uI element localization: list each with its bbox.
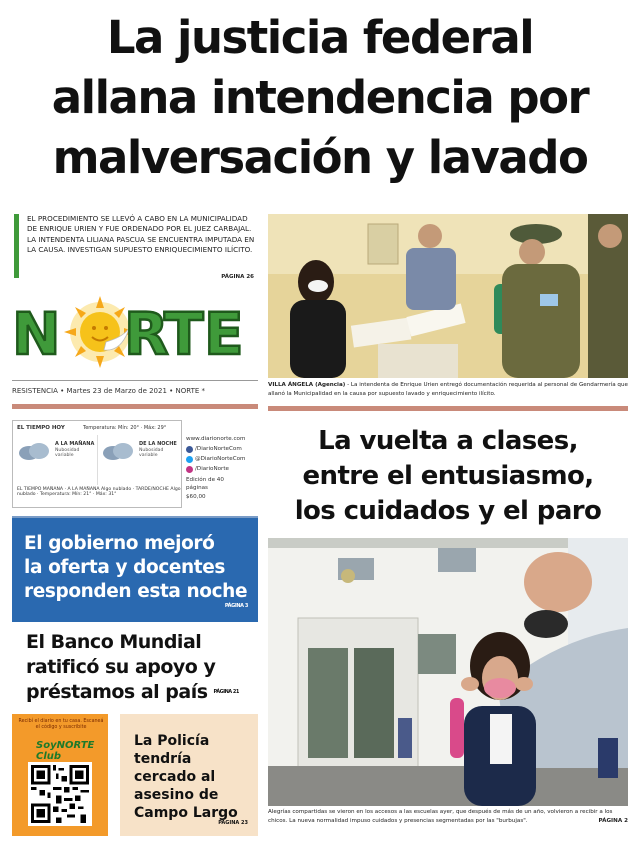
- lead-summary-page: PÁGINA 26: [221, 273, 254, 280]
- qr-code-icon[interactable]: [28, 762, 92, 826]
- svg-text:T: T: [164, 300, 204, 368]
- gendarmeria-caption-location: VILLA ÁNGELA (Agencia): [268, 382, 346, 388]
- lead-summary-text: EL PROCEDIMIENTO SE LLEVÓ A CABO EN LA MUNICIPALIDAD DE ENRIQUE URIEN Y FUE ORDENADO POR EL JUEZ CARBAJAL. LA INTENDENTA LILIANA PASCUA SE ENCUENTRA IMPUTADA EN LA CAUSA. INVESTIGAN SUPUESTO ENRIQUECIMIENTO ILÍCITO.: [27, 214, 255, 255]
- school-headline[interactable]: [270, 424, 626, 534]
- weather-box: [12, 420, 182, 508]
- twitter-icon: [186, 456, 193, 463]
- gendarmeria-photo-image: [268, 214, 628, 378]
- docentes-page: PÁGINA 3: [224, 603, 248, 609]
- dateline-rule: [12, 404, 258, 409]
- cloud-icon: [17, 441, 51, 461]
- facebook-row[interactable]: [186, 444, 260, 454]
- docentes-line1: El gobierno mejoró: [24, 533, 215, 554]
- school-caption: [268, 808, 628, 838]
- banco-line2: ratificó su apoyo y: [26, 656, 216, 678]
- facebook-icon: [186, 446, 193, 453]
- main-headline-line3: malversación y lavado: [52, 131, 588, 184]
- school-photo[interactable]: [268, 538, 628, 806]
- facebook-handle: /DiarioNorteCom: [195, 446, 242, 452]
- contact-info: [186, 434, 260, 514]
- school-photo-image: [268, 538, 628, 806]
- norte-logo[interactable]: [12, 292, 258, 368]
- policia-line2: tendría: [134, 751, 192, 767]
- weather-divider: [97, 435, 98, 485]
- weather-night-label: DE LA NOCHE: [139, 441, 177, 447]
- instagram-icon: [186, 466, 193, 473]
- lead-summary: [14, 214, 258, 278]
- policia-page: PÁGINA 23: [218, 820, 248, 826]
- logo-text: NORTE: [12, 292, 16, 293]
- banco-page: PÁGINA 21: [213, 689, 239, 695]
- svg-text:E: E: [204, 300, 244, 368]
- ad-text: Recibí el diario en tu casa. Escaneá el código y suscribite: [18, 719, 104, 730]
- gendarmeria-caption-text: - La intendenta de Enrique Urien entregó documentación requerida al personal de Gendarmería que allanó la Municipalidad en la causa por supuesto lavado y enriquecimiento ilícito.: [268, 382, 628, 397]
- section-rule: [268, 406, 628, 411]
- gendarmeria-photo[interactable]: [268, 214, 628, 378]
- school-caption-text: Alegrías compartidas se vieron en los accesos a las escuelas ayer, que después de más de un año, volvieron a recibir a los chicos. La nueva normalidad impuso cuidados y presencias segmentadas por las "burbujas".: [268, 809, 613, 824]
- docentes-story[interactable]: [12, 518, 258, 622]
- weather-title: EL TIEMPO HOY: [17, 425, 65, 431]
- policia-line3: cercado al: [134, 769, 216, 785]
- weather-morning-desc: Nubosidad variable: [55, 448, 80, 458]
- dateline: RESISTENCIA • Martes 23 de Marzo de 2021 • NORTE *: [12, 380, 258, 410]
- price: $60,00: [186, 494, 206, 500]
- policia-line1: La Policía: [134, 733, 210, 749]
- weather-temps: Temperatura: Mín: 20° · Máx: 29°: [83, 425, 167, 431]
- website-link[interactable]: www.diarionorte.com: [186, 436, 246, 442]
- subscription-ad[interactable]: [12, 714, 108, 836]
- policia-story[interactable]: [120, 714, 258, 836]
- banco-line1: El Banco Mundial: [26, 631, 202, 653]
- weather-tomorrow: EL TIEMPO MAÑANA · A LA MAÑANA Algo nublado · TARDE/NOCHE Algo nublado · Temperatura: Mín: 21° · Máx: 31°: [17, 487, 181, 497]
- banco-line3: préstamos al país: [26, 681, 208, 703]
- norte-logo-icon: [12, 292, 258, 368]
- policia-line4: asesino de: [134, 787, 219, 803]
- policia-line5: Campo Largo: [134, 805, 238, 821]
- main-headline-line2: allana intendencia por: [51, 71, 589, 124]
- school-headline-line2: entre el entusiasmo,: [302, 461, 594, 491]
- weather-night-desc: Nubosidad variable: [139, 448, 164, 458]
- weather-morning-label: A LA MAÑANA: [55, 441, 95, 447]
- main-headline[interactable]: [14, 8, 626, 208]
- docentes-line3: responden esta noche: [24, 581, 248, 602]
- svg-text:R: R: [124, 300, 169, 368]
- cloud-icon: [101, 441, 135, 461]
- school-headline-line3: los cuidados y el paro: [294, 496, 602, 526]
- twitter-handle: @DiarioNorteCom: [195, 456, 246, 462]
- instagram-row[interactable]: [186, 464, 260, 474]
- docentes-line2: la oferta y docentes: [24, 557, 226, 578]
- banco-mundial-story[interactable]: [26, 630, 262, 708]
- school-caption-page: PÁGINA 2: [598, 817, 628, 824]
- ad-brand: SoyNORTE Club: [36, 740, 95, 762]
- school-headline-line1: La vuelta a clases,: [318, 426, 578, 456]
- svg-text:N: N: [12, 300, 61, 368]
- gendarmeria-caption: [268, 381, 628, 405]
- main-headline-line1: La justicia federal: [106, 11, 534, 64]
- instagram-handle: /DiarioNorte: [195, 466, 229, 472]
- twitter-row[interactable]: [186, 454, 260, 464]
- edition-info: Edición de 40 páginas: [186, 477, 224, 491]
